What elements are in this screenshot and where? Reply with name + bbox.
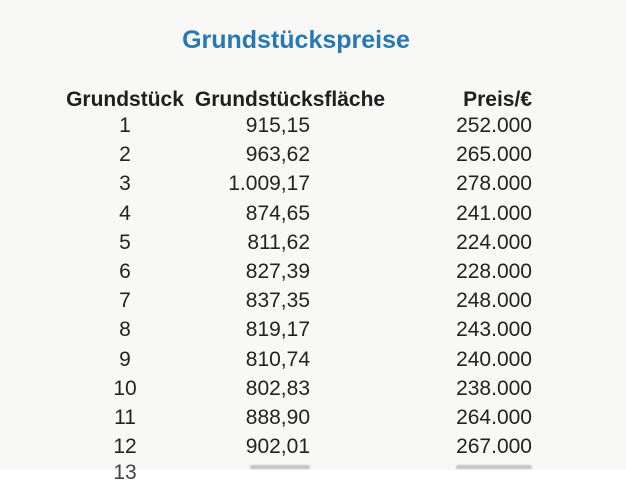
table-row <box>0 286 626 315</box>
row-number: 1 <box>119 114 131 137</box>
row-price: 240.000 <box>456 347 532 371</box>
table-row <box>0 169 626 198</box>
row-price: 265.000 <box>456 143 532 167</box>
row-price: 241.000 <box>456 201 532 225</box>
table-row <box>0 374 626 403</box>
row-area: 902,01 <box>245 435 310 459</box>
row-number: 12 <box>113 435 137 459</box>
row-price: 278.000 <box>456 172 532 196</box>
row-number: 5 <box>119 230 131 254</box>
row-number: 13 <box>113 461 137 484</box>
row-price: 243.000 <box>456 318 532 342</box>
row-area: 888,90 <box>245 405 310 429</box>
clipped-row-price-remnant <box>456 465 532 469</box>
row-number: 4 <box>119 201 131 225</box>
table-row <box>0 140 626 169</box>
row-area: 1.009,17 <box>228 172 310 196</box>
row-number: 9 <box>119 347 131 371</box>
column-header-grundstuecksflaeche: Grundstücksfläche <box>194 88 386 111</box>
table-row <box>0 432 626 461</box>
row-number: 2 <box>119 143 131 167</box>
clipped-row-area-remnant <box>250 465 310 469</box>
row-area: 802,83 <box>245 376 310 400</box>
table-row-clipped <box>0 458 626 487</box>
page-title: Grundstückspreise <box>182 26 410 54</box>
table-row <box>0 315 626 344</box>
row-area: 837,35 <box>245 289 310 313</box>
row-area: 874,65 <box>245 201 310 225</box>
row-price: 248.000 <box>456 289 532 313</box>
row-number: 7 <box>119 289 131 313</box>
row-price: 252.000 <box>456 114 532 137</box>
table-row <box>0 111 626 140</box>
row-area: 819,17 <box>245 318 310 342</box>
row-number: 6 <box>119 259 131 283</box>
row-number: 3 <box>119 172 131 196</box>
table-row <box>0 199 626 228</box>
row-area: 810,74 <box>245 347 310 371</box>
table-row <box>0 345 626 374</box>
table-row <box>0 403 626 432</box>
row-price: 228.000 <box>456 259 532 283</box>
row-price: 267.000 <box>456 435 532 459</box>
table-row <box>0 257 626 286</box>
row-price: 264.000 <box>456 405 532 429</box>
row-price: 224.000 <box>456 230 532 254</box>
row-price: 238.000 <box>456 376 532 400</box>
row-area: 963,62 <box>245 143 310 167</box>
row-area: 915,15 <box>245 114 310 137</box>
row-number: 11 <box>114 405 136 429</box>
table-header <box>0 87 626 113</box>
row-area: 827,39 <box>245 259 310 283</box>
table-rows <box>0 111 626 461</box>
column-header-preis: Preis/€ <box>463 88 532 111</box>
column-header-grundstueck: Grundstück <box>66 88 184 111</box>
row-area: 811,62 <box>247 230 310 254</box>
row-number: 10 <box>113 376 137 400</box>
table-row <box>0 228 626 257</box>
row-number: 8 <box>119 318 131 342</box>
